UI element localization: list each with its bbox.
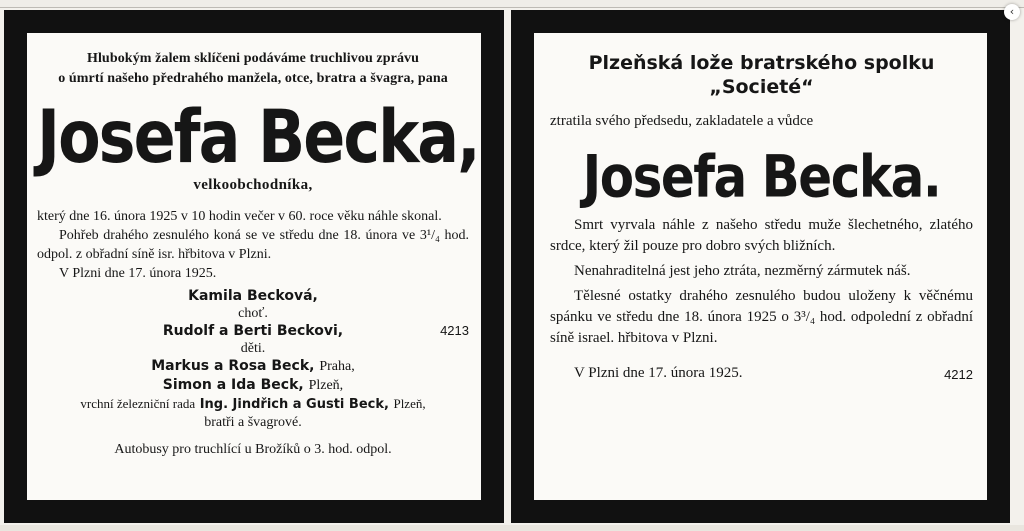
place-date-line [550, 363, 973, 383]
signer-name: Markus a Rosa Beck, [151, 358, 315, 374]
loss-statement: ztratila svého předsedu, zakladatele a vůdce [550, 113, 814, 129]
org-line-1: Plzeňská lože bratrského spolku [588, 52, 935, 74]
signers-list [37, 287, 469, 431]
bus-note: Autobusy pro truchlící u Brožíků o 3. hod. odpol. [114, 442, 392, 457]
obituary-family-notice [4, 10, 504, 523]
funeral-info: Pohřeb drahého zesnulého koná se ve středu dne 18. února ve 3¹/₄ hod. odpol. z obřadní síně isr. hřbitova v Plzni. [37, 228, 469, 262]
ad-number: 4212 [944, 367, 973, 382]
deceased-name: Josefa Becka. [582, 143, 941, 211]
signer-role: děti. [240, 341, 266, 356]
signer-name: Simon a Ida Beck, [162, 377, 304, 393]
org-line-2: „Societé“ [709, 76, 814, 98]
signer-line [37, 357, 469, 376]
signer-city: Plzeň, [393, 396, 426, 411]
top-clipped-strip [0, 0, 1024, 8]
signer-city: Praha, [319, 359, 355, 374]
signer-name: Ing. Jindřich a Gusti Beck, [199, 397, 389, 412]
place-date: V Plzni dne 17. února 1925. [574, 365, 743, 381]
organization-name [550, 51, 973, 99]
signer-city: Plzeň, [308, 378, 344, 393]
intro-text [37, 49, 469, 89]
ad-number: 4213 [440, 323, 469, 338]
deceased-name: Josefa Becka, [37, 93, 479, 180]
occupation: velkoobchodníka, [193, 177, 313, 193]
obituary-society-notice [511, 10, 1010, 523]
bottom-clipped-strip [0, 525, 1024, 531]
signer-line [37, 395, 469, 414]
place-date: V Plzni dne 17. února 1925. [59, 266, 217, 281]
chevron-icon[interactable]: ‹ [1004, 4, 1020, 20]
signer-role: choť. [238, 306, 268, 321]
death-announcement: který dne 16. února 1925 v 10 hodin večer v 60. roce věku náhle skonal. [37, 209, 442, 224]
signer-name: Rudolf a Berti Beckovi, [162, 323, 344, 339]
burial-info: Tělesné ostatky drahého zesnulého budou uloženy k věčnému spánku ve středu dne 18. února 1925 o 3³/₄ hod. odpolední z obřadní síně israel. hřbitova v Plzni. [550, 288, 973, 346]
tribute-paragraph: Smrt vyrvala náhle z našeho středu muže šlechetného, zlatého srdce, který žil pouze pro dobro svých bližních. [550, 217, 973, 254]
obituary-family-content [37, 49, 479, 490]
tribute-paragraph: Nenahraditelná jest jeho ztráta, nezměrný zármutek náš. [574, 263, 911, 279]
signer-title: vrchní železniční rada [80, 396, 196, 411]
signer-line [37, 376, 469, 395]
signer-name: Kamila Becková, [188, 288, 318, 304]
intro-line-1: Hlubokým žalem sklíčeni podáváme truchlivou zprávu [86, 51, 420, 66]
signer-role: bratři a švagrové. [204, 415, 302, 430]
intro-line-2: o úmrtí našeho předrahého manžela, otce, bratra a švagra, pana [58, 71, 448, 86]
obituary-society-content [550, 51, 973, 490]
